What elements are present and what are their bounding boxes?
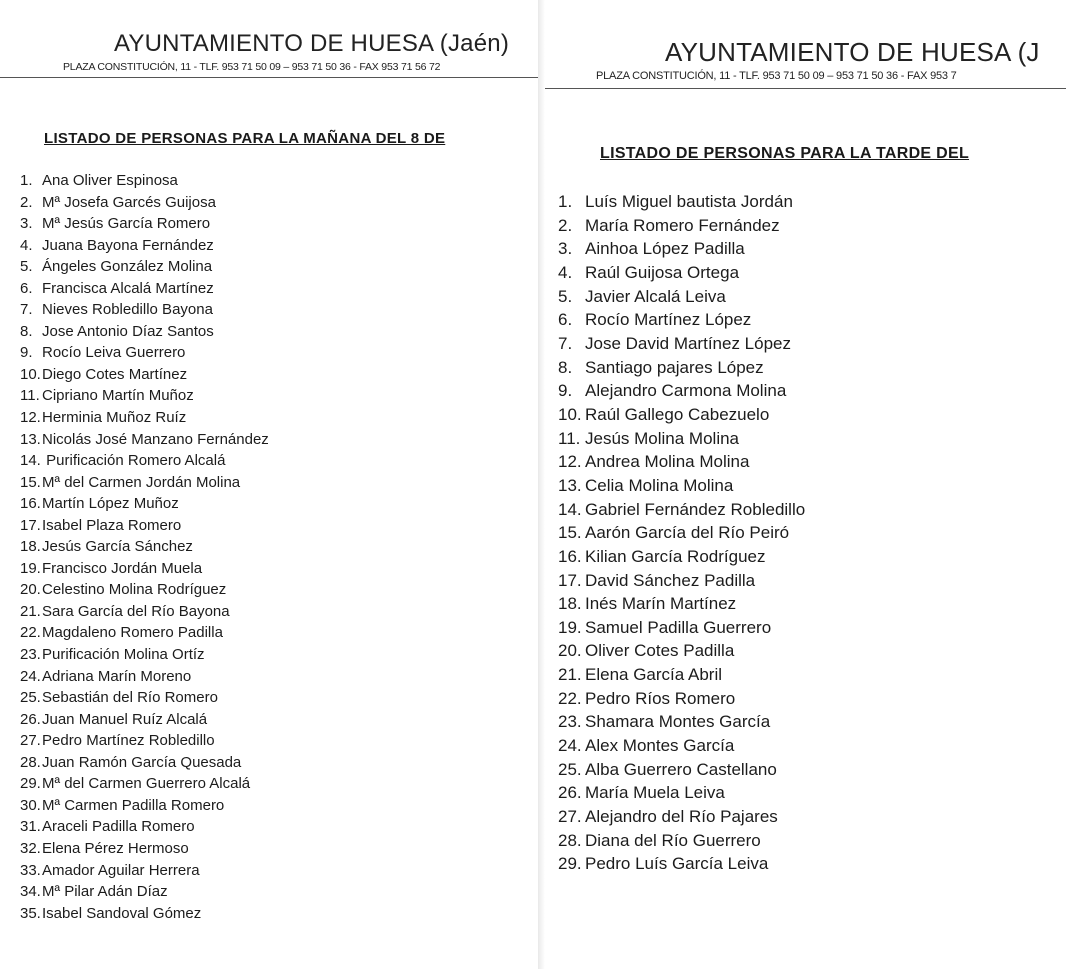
person-name: Francisco Jordán Muela	[42, 559, 203, 577]
item-number: 16.	[20, 495, 41, 513]
item-number: 12.	[20, 409, 41, 427]
item-number: 24.	[558, 736, 582, 756]
list-item	[558, 569, 805, 593]
list-item	[20, 816, 269, 838]
item-number: 8.	[558, 357, 573, 377]
item-number: 14.	[558, 499, 582, 519]
list-item	[20, 364, 269, 386]
item-number: 22.	[558, 688, 582, 708]
person-name: Oliver Cotes Padilla	[585, 641, 735, 661]
list-item	[558, 687, 805, 711]
item-number: 29.	[558, 854, 582, 874]
afternoon-list-page	[545, 0, 1066, 969]
person-name: Isabel Plaza Romero	[42, 516, 182, 534]
item-number: 6.	[558, 310, 573, 330]
person-name: Juan Manuel Ruíz Alcalá	[42, 710, 208, 728]
person-name: Amador Aguilar Herrera	[42, 861, 200, 879]
item-number: 17.	[20, 516, 41, 534]
item-number: 18.	[558, 594, 582, 614]
item-number: 19.	[20, 559, 41, 577]
item-number: 25.	[558, 759, 582, 779]
item-number: 25.	[20, 689, 41, 707]
person-name: Luís Miguel bautista Jordán	[585, 192, 793, 211]
list-item	[558, 829, 805, 853]
person-name: María Muela Leiva	[585, 783, 725, 803]
person-name: Nieves Robledillo Bayona	[42, 301, 213, 319]
list-item	[20, 601, 269, 623]
item-number: 23.	[558, 712, 582, 732]
list-item	[20, 256, 269, 278]
item-number: 18.	[20, 538, 41, 556]
letterhead-address: PLAZA CONSTITUCIÓN, 11 - TLF. 953 71 50 09 – 953 71 50 36 - FAX 953 7	[596, 70, 957, 82]
person-name: Juana Bayona Fernández	[42, 236, 214, 254]
person-name: Ainhoa López Padilla	[585, 239, 745, 259]
person-name: Elena Pérez Hermoso	[42, 839, 189, 857]
person-name: Ángeles González Molina	[42, 258, 213, 276]
person-name: Gabriel Fernández Robledillo	[585, 499, 806, 519]
list-item	[558, 521, 805, 545]
person-name: Martín López Muñoz	[42, 495, 179, 513]
person-name: Celestino Molina Rodríguez	[42, 581, 227, 599]
list-item	[558, 285, 805, 309]
list-item	[20, 429, 269, 451]
person-name: Francisca Alcalá Martínez	[42, 279, 214, 297]
person-name: Rocío Martínez López	[585, 310, 752, 330]
list-item	[20, 170, 269, 192]
person-name: Elena García Abril	[585, 665, 723, 685]
person-name: Jesús García Sánchez	[42, 538, 193, 556]
list-item	[20, 299, 269, 321]
list-item	[558, 639, 805, 663]
item-number: 4.	[20, 236, 33, 254]
list-item	[558, 474, 805, 498]
list-item	[20, 752, 269, 774]
list-item	[558, 710, 805, 734]
list-item	[558, 403, 805, 427]
list-item	[20, 385, 269, 407]
item-number: 10.	[20, 365, 41, 383]
person-name: Juan Ramón García Quesada	[42, 753, 242, 771]
item-number: 7.	[558, 333, 573, 353]
list-item	[20, 644, 269, 666]
list-item	[20, 515, 269, 537]
list-item	[558, 237, 805, 261]
letterhead-title: AYUNTAMIENTO DE HUESA (J	[665, 37, 1040, 67]
item-number: 28.	[20, 753, 41, 771]
letterhead-rule	[0, 77, 538, 78]
person-name: Mª Pilar Adán Díaz	[42, 883, 168, 901]
item-number: 14.	[20, 452, 41, 470]
person-name: Purificación Romero Alcalá	[42, 452, 226, 470]
item-number: 21.	[558, 665, 582, 685]
person-name: Samuel Padilla Guerrero	[585, 617, 772, 637]
person-name: Raúl Guijosa Ortega	[585, 262, 740, 282]
person-name: Alex Montes García	[585, 736, 735, 756]
person-name: Javier Alcalá Leiva	[585, 286, 726, 306]
person-name: Rocío Leiva Guerrero	[42, 344, 186, 362]
item-number: 29.	[20, 775, 41, 793]
item-number: 13.	[20, 430, 41, 448]
person-name: Araceli Padilla Romero	[42, 818, 195, 836]
person-name: Isabel Sandoval Gómez	[42, 904, 202, 922]
list-item	[20, 278, 269, 300]
person-name: Raúl Gallego Cabezuelo	[585, 404, 770, 424]
person-name: Alejandro Carmona Molina	[585, 381, 787, 401]
afternoon-people-list	[558, 190, 805, 876]
morning-list-heading: LISTADO DE PERSONAS PARA LA MAÑANA DEL 8 DE	[44, 130, 446, 147]
person-name: Kilian García Rodríguez	[585, 546, 766, 566]
item-number: 15.	[20, 473, 41, 491]
list-item	[558, 852, 805, 876]
list-item	[20, 493, 269, 515]
item-number: 27.	[558, 807, 582, 827]
list-item	[558, 261, 805, 285]
person-name: Alejandro del Río Pajares	[585, 807, 778, 827]
list-item	[20, 472, 269, 494]
item-number: 34.	[20, 883, 41, 901]
item-number: 20.	[20, 581, 41, 599]
person-name: Pedro Martínez Robledillo	[42, 732, 215, 750]
letterhead-rule	[545, 88, 1066, 89]
person-name: Pedro Luís García Leiva	[585, 854, 769, 874]
list-item	[558, 545, 805, 569]
person-name: Jesús Molina Molina	[585, 428, 740, 448]
list-item	[558, 379, 805, 403]
item-number: 3.	[558, 239, 573, 259]
list-item	[20, 838, 269, 860]
item-number: 30.	[20, 796, 41, 814]
afternoon-list-heading: LISTADO DE PERSONAS PARA LA TARDE DEL	[600, 145, 970, 162]
person-name: Cipriano Martín Muñoz	[42, 387, 194, 405]
list-item	[20, 558, 269, 580]
list-item	[558, 332, 805, 356]
person-name: María Romero Fernández	[585, 215, 780, 235]
person-name: Diana del Río Guerrero	[585, 830, 761, 850]
list-item	[20, 687, 269, 709]
morning-people-list	[20, 170, 269, 924]
list-item	[558, 663, 805, 687]
person-name: Santiago pajares López	[585, 357, 764, 377]
person-name: Herminia Muñoz Ruíz	[42, 409, 187, 427]
list-item	[20, 579, 269, 601]
list-item	[558, 214, 805, 238]
person-name: Nicolás José Manzano Fernández	[42, 430, 269, 448]
item-number: 27.	[20, 732, 41, 750]
item-number: 9.	[558, 381, 573, 401]
item-number: 21.	[20, 602, 41, 620]
person-name: Diego Cotes Martínez	[42, 365, 188, 383]
item-number: 23.	[20, 646, 41, 664]
item-number: 20.	[558, 641, 582, 661]
item-number: 13.	[558, 475, 582, 495]
list-item	[20, 795, 269, 817]
item-number: 4.	[558, 262, 573, 282]
item-number: 11.	[20, 387, 40, 405]
list-item	[20, 321, 269, 343]
person-name: Aarón García del Río Peiró	[585, 523, 790, 543]
item-number: 31.	[20, 818, 41, 836]
item-number: 2.	[558, 215, 573, 235]
list-item	[558, 498, 805, 522]
list-item	[558, 190, 805, 214]
item-number: 1.	[558, 192, 573, 211]
letterhead-title: AYUNTAMIENTO DE HUESA (Jaén)	[114, 30, 510, 57]
person-name: Mª Jesús García Romero	[42, 215, 211, 233]
list-item	[20, 622, 269, 644]
item-number: 15.	[558, 523, 582, 543]
list-item	[20, 860, 269, 882]
person-name: Andrea Molina Molina	[585, 452, 750, 472]
item-number: 24.	[20, 667, 41, 685]
list-item	[20, 881, 269, 903]
item-number: 32.	[20, 839, 41, 857]
item-number: 19.	[558, 617, 582, 637]
person-name: Mª del Carmen Guerrero Alcalá	[42, 775, 251, 793]
person-name: Purificación Molina Ortíz	[42, 646, 205, 664]
list-item	[558, 308, 805, 332]
person-name: Magdaleno Romero Padilla	[42, 624, 223, 642]
item-number: 11.	[558, 428, 581, 448]
person-name: Inés Marín Martínez	[585, 594, 737, 614]
person-name: Shamara Montes García	[585, 712, 771, 732]
list-item	[20, 450, 269, 472]
list-item	[20, 903, 269, 925]
list-item	[20, 235, 269, 257]
list-item	[20, 709, 269, 731]
item-number: 17.	[558, 570, 582, 590]
list-item	[558, 450, 805, 474]
item-number: 26.	[558, 783, 582, 803]
list-item	[20, 730, 269, 752]
item-number: 6.	[20, 279, 33, 297]
list-item	[558, 781, 805, 805]
person-name: Sebastián del Río Romero	[42, 689, 218, 707]
person-name: David Sánchez Padilla	[585, 570, 756, 590]
list-item	[558, 616, 805, 640]
list-item	[20, 666, 269, 688]
item-number: 3.	[20, 215, 33, 233]
item-number: 10.	[558, 404, 582, 424]
item-number: 12.	[558, 452, 582, 472]
item-number: 7.	[20, 301, 33, 319]
list-item	[20, 342, 269, 364]
item-number: 1.	[20, 172, 33, 189]
item-number: 22.	[20, 624, 41, 642]
person-name: Sara García del Río Bayona	[42, 602, 230, 620]
item-number: 2.	[20, 193, 33, 211]
person-name: Mª del Carmen Jordán Molina	[42, 473, 241, 491]
person-name: Mª Carmen Padilla Romero	[42, 796, 225, 814]
item-number: 5.	[558, 286, 573, 306]
list-item	[558, 734, 805, 758]
item-number: 8.	[20, 322, 33, 340]
item-number: 26.	[20, 710, 41, 728]
person-name: Jose Antonio Díaz Santos	[42, 322, 214, 340]
item-number: 16.	[558, 546, 582, 566]
person-name: Celia Molina Molina	[585, 475, 734, 495]
item-number: 9.	[20, 344, 33, 362]
list-item	[558, 805, 805, 829]
item-number: 33.	[20, 861, 41, 879]
item-number: 28.	[558, 830, 582, 850]
list-item	[558, 427, 805, 451]
person-name: Ana Oliver Espinosa	[42, 172, 178, 189]
list-item	[20, 536, 269, 558]
person-name: Alba Guerrero Castellano	[585, 759, 777, 779]
list-item	[20, 192, 269, 214]
person-name: Jose David Martínez López	[585, 333, 791, 353]
letterhead-address: PLAZA CONSTITUCIÓN, 11 - TLF. 953 71 50 09 – 953 71 50 36 - FAX 953 71 56 72	[63, 61, 441, 73]
list-item	[558, 758, 805, 782]
list-item	[558, 592, 805, 616]
list-item	[20, 407, 269, 429]
list-item	[20, 213, 269, 235]
page-gutter	[538, 0, 545, 969]
list-item	[20, 773, 269, 795]
person-name: Mª Josefa Garcés Guijosa	[42, 193, 216, 211]
person-name: Pedro Ríos Romero	[585, 688, 736, 708]
person-name: Adriana Marín Moreno	[42, 667, 192, 685]
item-number: 5.	[20, 258, 33, 276]
item-number: 35.	[20, 904, 41, 922]
list-item	[558, 356, 805, 380]
